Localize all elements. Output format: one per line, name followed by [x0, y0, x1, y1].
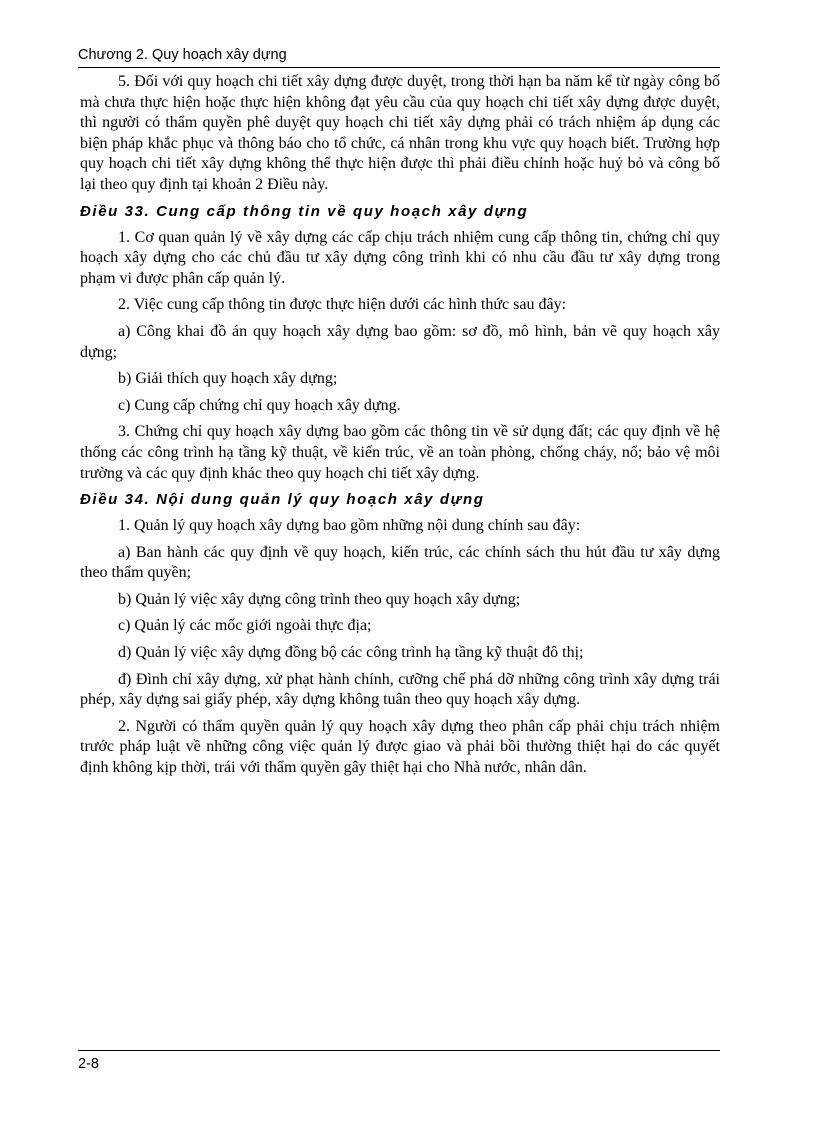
article-34-clause-1d: d) Quản lý việc xây dựng đồng bộ các công trình hạ tầng kỹ thuật đô thị;: [118, 644, 584, 662]
article-34-clause-1c: c) Quản lý các mốc giới ngoài thực địa;: [118, 617, 372, 635]
article-33-clause-2a: a) Công khai đồ án quy hoạch xây dựng bao gồm: sơ đồ, mô hình, bản vẽ quy hoạch xây dựng;: [80, 322, 720, 361]
article-32-clause-5: 5. Đối với quy hoạch chi tiết xây dựng được duyệt, trong thời hạn ba năm kể từ ngày công bố mà chưa thực hiện hoặc thực hiện không đạt yêu cầu của quy hoạch chi tiết xây dựng được duyệt, thì người có thẩm quyền phê duyệt quy hoạch chi tiết xây dựng phải có trách nhiệm áp dụng các biện pháp khắc phục và thông báo cho tổ chức, cá nhân trong khu vực quy hoạch biết. Trường hợp quy hoạch chi tiết xây dựng không thể thực hiện được thì phải điều chỉnh hoặc huỷ bỏ và công bố lại theo quy định tại khoản 2 Điều này.: [80, 73, 720, 193]
article-33-heading: Điều 33. Cung cấp thông tin về quy hoạch xây dựng: [80, 202, 529, 220]
article-33-clause-2c: c) Cung cấp chứng chỉ quy hoạch xây dựng.: [118, 396, 401, 414]
article-34-clause-1: 1. Quản lý quy hoạch xây dựng bao gồm những nội dung chính sau đây:: [118, 517, 581, 535]
article-34-clause-1a: a) Ban hành các quy định về quy hoạch, kiến trúc, các chính sách thu hút đầu tư xây dựng theo thẩm quyền;: [80, 543, 720, 582]
article-33-clause-2: 2. Việc cung cấp thông tin được thực hiện dưới các hình thức sau đây:: [118, 296, 567, 314]
article-33-clause-2b: b) Giải thích quy hoạch xây dựng;: [118, 370, 338, 388]
header-divider: [78, 67, 720, 68]
article-33-clause-1: 1. Cơ quan quản lý về xây dựng các cấp chịu trách nhiệm cung cấp thông tin, chứng chỉ quy hoạch xây dựng cho các chủ đầu tư xây dựng công trình khi có nhu cầu đầu tư xây dựng trong phạm vi được phân cấp quản lý.: [80, 228, 720, 287]
article-34-clause-2: 2. Người có thẩm quyền quản lý quy hoạch xây dựng theo phân cấp phải chịu trách nhiệm trước pháp luật về những công việc quản lý được giao và phải bồi thường thiệt hại do các quyết định không kịp thời, trái với thẩm quyền gây thiệt hại cho Nhà nước, nhân dân.: [80, 717, 720, 777]
article-34-clause-1b: b) Quản lý việc xây dựng công trình theo quy hoạch xây dựng;: [118, 590, 521, 608]
chapter-header: Chương 2. Quy hoạch xây dựng: [78, 47, 287, 63]
article-33-clause-3: 3. Chứng chỉ quy hoạch xây dựng bao gồm các thông tin về sử dụng đất; các quy định về hệ thống các công trình hạ tầng kỹ thuật, về kiến trúc, về an toàn phòng, chống cháy, nổ; bảo vệ môi trường và các quy định khác theo quy hoạch chi tiết xây dựng.: [80, 423, 720, 482]
page-number: 2-8: [78, 1056, 99, 1072]
footer-divider: [78, 1050, 720, 1051]
page-body: [80, 72, 720, 785]
article-34-heading: Điều 34. Nội dung quản lý quy hoạch xây dựng: [80, 491, 485, 509]
article-34-clause-1dd: đ) Đình chỉ xây dựng, xử phạt hành chính, cưỡng chế phá dỡ những công trình xây dựng trái phép, xây dựng sai giấy phép, xây dựng không tuân theo quy hoạch xây dựng.: [80, 670, 720, 709]
